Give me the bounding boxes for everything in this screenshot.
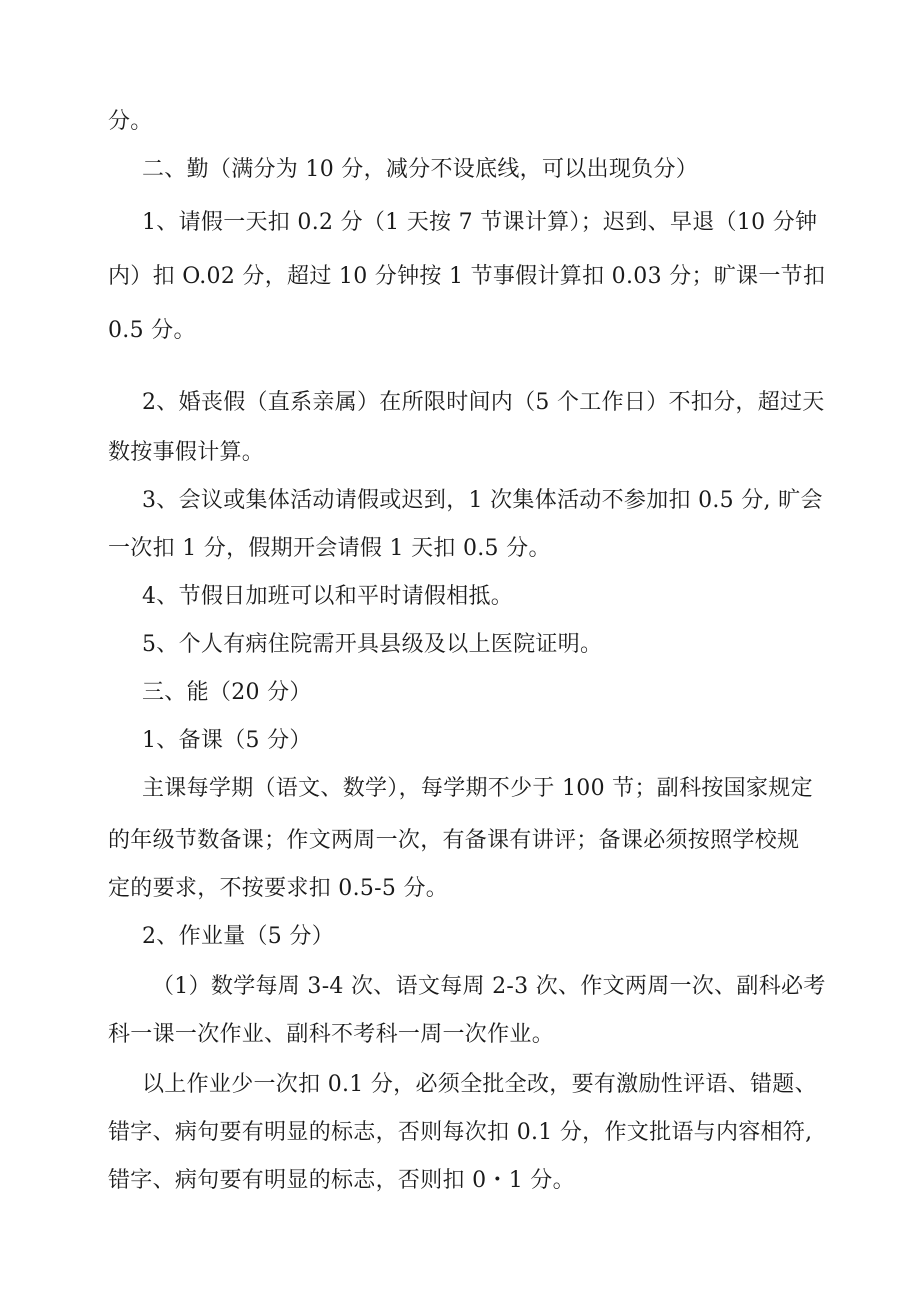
section-heading-diligence: 二、勤（满分为 10 分，减分不设底线，可以出现负分） xyxy=(142,157,699,182)
text-line: 以上作业少一次扣 0.1 分，必须全批全改，要有激励性评语、错题、 xyxy=(142,1072,817,1097)
text-line: 内）扣 O.02 分，超过 10 分钟按 1 节事假计算扣 0.03 分；旷课一节扣 xyxy=(108,264,826,289)
text-line: 分。 xyxy=(108,109,153,134)
text-line: 主课每学期（语文、数学），每学期不少于 100 节；副科按国家规定 xyxy=(142,776,813,801)
text-line: 错字、病句要有明显的标志，否则扣 0・1 分。 xyxy=(108,1168,575,1193)
text-line: 定的要求，不按要求扣 0.5-5 分。 xyxy=(108,876,449,901)
subsection-heading-lesson-prep: 1、备课（5 分） xyxy=(142,728,312,753)
text-line: 0.5 分。 xyxy=(108,318,196,343)
text-line: 4、节假日加班可以和平时请假相抵。 xyxy=(142,584,514,609)
text-line: 3、会议或集体活动请假或迟到，1 次集体活动不参加扣 0.5 分, 旷会 xyxy=(142,488,823,513)
text-line: 一次扣 1 分，假期开会请假 1 天扣 0.5 分。 xyxy=(108,536,551,561)
text-line: 2、婚丧假（直系亲属）在所限时间内（5 个工作日）不扣分，超过天 xyxy=(142,390,825,415)
text-line: 错字、病句要有明显的标志，否则每次扣 0.1 分，作文批语与内容相符, xyxy=(108,1120,813,1145)
text-line: 的年级节数备课；作文两周一次，有备课有讲评；备课必须按照学校规 xyxy=(108,828,800,853)
text-line: 科一课一次作业、副科不考科一周一次作业。 xyxy=(108,1022,555,1047)
section-heading-ability: 三、能（20 分） xyxy=(142,680,312,705)
subsection-heading-homework: 2、作业量（5 分） xyxy=(142,924,334,949)
text-line: 1、请假一天扣 0.2 分（1 天按 7 节课计算）；迟到、早退（10 分钟 xyxy=(142,210,818,235)
text-line: 5、个人有病住院需开具县级及以上医院证明。 xyxy=(142,632,603,657)
text-line: 数按事假计算。 xyxy=(108,440,265,465)
text-line: （1）数学每周 3-4 次、语文每周 2-3 次、作文两周一次、副科必考 xyxy=(152,974,826,999)
